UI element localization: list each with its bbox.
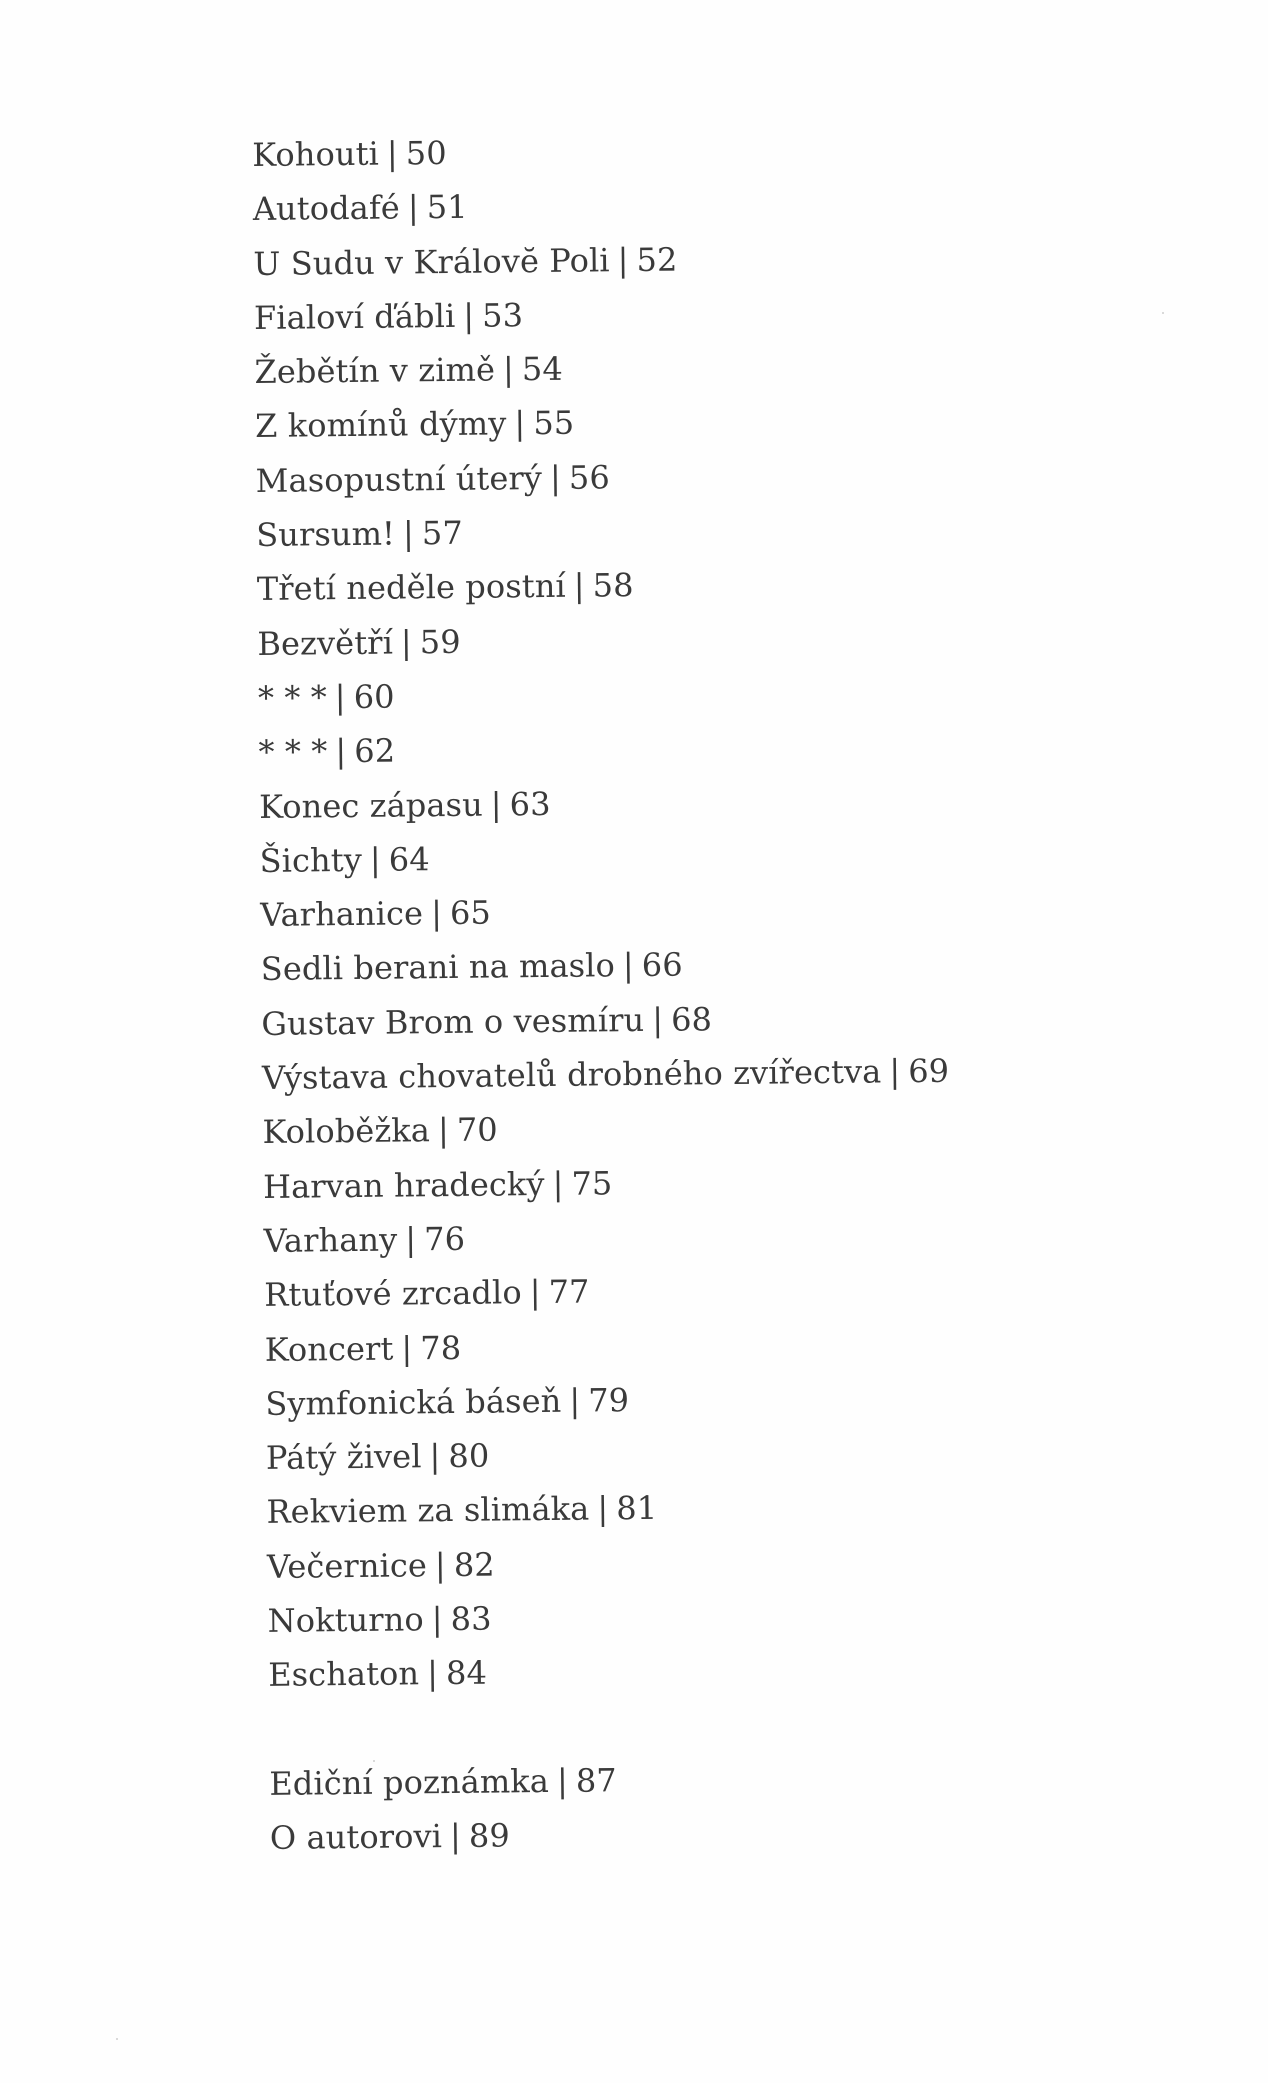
toc-entry-title: Ediční poznámka <box>269 1761 550 1803</box>
toc-entry <box>261 935 949 996</box>
toc-separator: | <box>386 134 398 173</box>
toc-entry-title: Žebětín v zimě <box>254 350 496 392</box>
toc-entry <box>266 1424 954 1485</box>
toc-entry-page-number: 76 <box>423 1219 466 1259</box>
paper-speck <box>373 1760 375 1762</box>
toc-entry <box>259 772 947 833</box>
toc-separator: | <box>402 514 415 553</box>
toc-separator: | <box>369 840 381 879</box>
toc-entry <box>256 501 944 562</box>
toc-entry-title: Koncert <box>264 1329 394 1369</box>
table-of-contents <box>252 121 957 1866</box>
toc-entry-title: Masopustní úterý <box>255 458 543 500</box>
toc-entry <box>265 1315 953 1376</box>
toc-separator: | <box>549 458 562 497</box>
toc-entry-title: Varhanice <box>260 894 424 935</box>
toc-entry <box>260 881 948 942</box>
toc-separator: | <box>556 1761 569 1800</box>
toc-entry-page-number: 81 <box>616 1489 658 1528</box>
toc-entry <box>258 664 946 725</box>
toc-entry-page-number: 60 <box>353 677 395 716</box>
toc-entry <box>255 447 943 508</box>
toc-separator: | <box>552 1164 564 1203</box>
toc-entry-title: Koloběžka <box>262 1111 431 1152</box>
toc-entry <box>253 229 941 290</box>
toc-entry-title: Bezvětří <box>257 623 394 663</box>
toc-entry-page-number: 56 <box>568 458 610 497</box>
toc-separator: | <box>597 1489 609 1528</box>
toc-entry-title: Konec zápasu <box>258 785 483 826</box>
toc-entry <box>253 175 941 236</box>
toc-entry-page-number: 65 <box>449 893 492 933</box>
toc-entry <box>262 1044 950 1105</box>
toc-separator: | <box>573 566 585 606</box>
toc-entry-page-number: 57 <box>421 513 464 553</box>
toc-entry-page-number: 68 <box>670 999 713 1039</box>
toc-entry <box>267 1587 955 1648</box>
toc-entry-page-number: 70 <box>456 1110 498 1150</box>
toc-entry <box>265 1370 953 1431</box>
toc-entry-page-number: 83 <box>450 1599 492 1639</box>
toc-entry-title: O autorovi <box>269 1817 443 1858</box>
toc-entry <box>263 1207 951 1268</box>
toc-entry <box>259 827 947 888</box>
toc-entry-page-number: 64 <box>388 840 430 879</box>
toc-separator: | <box>335 732 347 771</box>
toc-entry-page-number: 89 <box>468 1816 511 1856</box>
toc-entry-title: Harvan hradecký <box>262 1164 545 1206</box>
toc-entry-title: Symfonická báseň <box>265 1381 562 1423</box>
toc-entry <box>268 1641 956 1702</box>
toc-entry-title: Z komínů dýmy <box>254 404 507 446</box>
toc-entry <box>267 1532 955 1593</box>
toc-entry-title: Autodafé <box>252 188 401 229</box>
toc-entry <box>270 1804 958 1865</box>
toc-separator: | <box>407 188 419 227</box>
toc-entry <box>261 990 949 1051</box>
toc-separator: | <box>429 1437 441 1476</box>
toc-separator: | <box>652 1000 664 1039</box>
toc-entry-page-number: 87 <box>575 1761 617 1800</box>
toc-entry-title: Sedli berani na maslo <box>260 946 616 989</box>
toc-separator: | <box>434 1545 447 1584</box>
toc-entry-title: Kohouti <box>252 134 380 174</box>
toc-separator: | <box>889 1052 901 1091</box>
toc-separator: | <box>449 1817 462 1856</box>
toc-entry-title: Pátý živel <box>265 1437 422 1478</box>
toc-entry-page-number: 55 <box>533 404 575 443</box>
toc-entry-title: Třetí neděle postní <box>256 567 566 609</box>
toc-entry-page-number: 58 <box>592 566 634 605</box>
toc-separator: | <box>529 1273 541 1312</box>
toc-entry-title: Šichty <box>259 840 363 880</box>
toc-separator: | <box>431 1600 443 1639</box>
toc-separator: | <box>463 296 475 335</box>
toc-separator: | <box>426 1654 439 1693</box>
toc-entry <box>255 392 943 453</box>
toc-separator: | <box>502 350 515 389</box>
toc-entry <box>252 121 940 182</box>
toc-separator: | <box>569 1381 581 1420</box>
toc-entry <box>269 1750 957 1811</box>
toc-separator: | <box>622 946 634 985</box>
toc-entry-page-number: 79 <box>588 1380 630 1420</box>
toc-entry-title: Gustav Brom o vesmíru <box>261 1000 645 1043</box>
toc-separator: | <box>401 1328 413 1368</box>
toc-entry-page-number: 75 <box>571 1163 613 1203</box>
toc-separator: | <box>405 1220 417 1259</box>
toc-entry-title: Rtuťové zrcadlo <box>264 1273 522 1315</box>
toc-entry-page-number: 84 <box>445 1653 488 1693</box>
toc-separator: | <box>617 240 629 279</box>
toc-entry-title: Rekviem za slimáka <box>266 1489 590 1532</box>
toc-entry-page-number: 78 <box>420 1328 462 1367</box>
paper-speck <box>116 2038 118 2040</box>
toc-entry <box>264 1261 952 1322</box>
toc-entry-title: Výstava chovatelů drobného zvířectva <box>261 1052 882 1097</box>
toc-entry <box>254 284 942 345</box>
toc-entry-page-number: 53 <box>481 296 524 335</box>
toc-entry-title: Varhany <box>263 1220 398 1260</box>
toc-entry <box>266 1478 954 1539</box>
toc-entry-page-number: 82 <box>453 1545 495 1584</box>
toc-separator: | <box>490 784 502 824</box>
toc-entry <box>263 1152 951 1213</box>
toc-entry-page-number: 62 <box>354 731 396 771</box>
toc-entry <box>258 718 946 779</box>
toc-entry-title: Eschaton <box>268 1654 420 1695</box>
toc-separator: | <box>437 1111 450 1150</box>
toc-entry-title: Nokturno <box>267 1600 424 1640</box>
toc-entry-page-number: 63 <box>509 784 551 823</box>
toc-entry <box>257 555 945 616</box>
toc-entry <box>254 338 942 399</box>
toc-entry-page-number: 69 <box>908 1051 950 1091</box>
toc-entry-page-number: 54 <box>521 349 564 389</box>
toc-entry-page-number: 80 <box>448 1436 490 1476</box>
toc-entry-title: * * * <box>258 732 328 772</box>
toc-separator: | <box>400 623 413 662</box>
toc-entry <box>257 609 945 670</box>
toc-separator: | <box>514 404 526 443</box>
toc-entry-page-number: 77 <box>548 1272 590 1312</box>
toc-entry-title: * * * <box>257 678 328 717</box>
toc-separator: | <box>430 894 443 933</box>
toc-entry-title: U Sudu v Královĕ Poli <box>253 240 610 283</box>
toc-section-gap <box>268 1695 956 1756</box>
paper-speck <box>1162 312 1164 314</box>
toc-entry-page-number: 51 <box>426 188 468 227</box>
toc-entry-title: Večernice <box>266 1545 428 1586</box>
toc-entry <box>262 1098 950 1159</box>
toc-entry-title: Fialoví ďábli <box>253 296 456 337</box>
toc-separator: | <box>334 678 346 717</box>
toc-entry-page-number: 66 <box>641 945 683 985</box>
toc-entry-title: Sursum! <box>256 514 396 555</box>
toc-entry-page-number: 50 <box>405 133 447 173</box>
toc-entry-page-number: 52 <box>636 240 678 279</box>
toc-entry-page-number: 59 <box>419 622 461 661</box>
